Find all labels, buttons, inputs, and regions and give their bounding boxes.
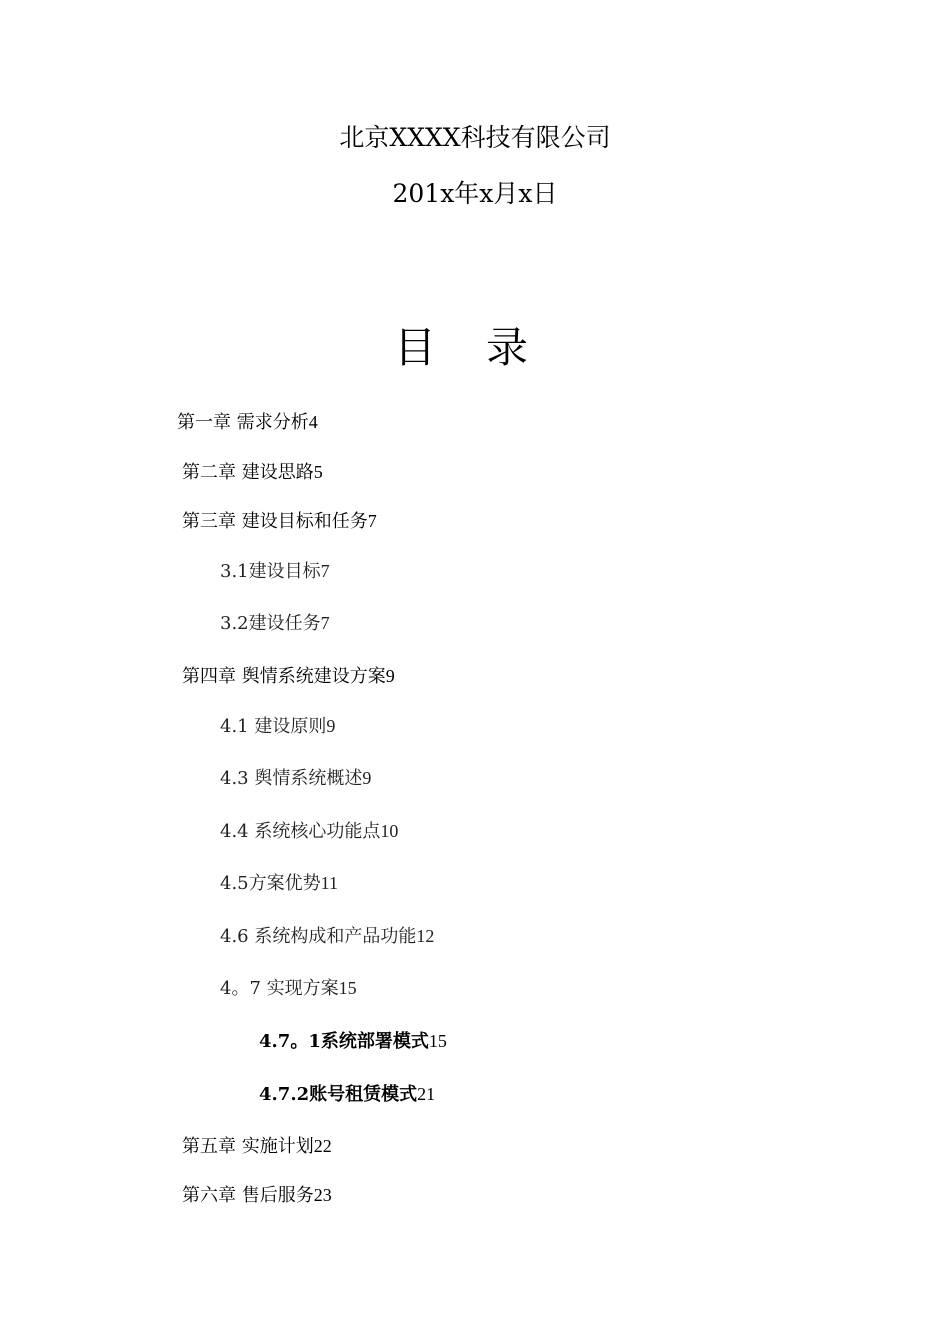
toc-entry-chapter-5[interactable] [182,1134,332,1159]
toc-entry-label: 第三章 建设目标和任务 [182,511,368,532]
toc-entry-section-4-5[interactable] [220,871,338,896]
toc-entry-page: 4 [308,412,318,432]
toc-entry-page: 9 [385,666,395,686]
company-name: 北京XXXX科技有限公司 [339,123,611,152]
toc-entry-section-4-3[interactable] [220,766,371,791]
toc-entry-page: 10 [380,821,399,841]
toc-entry-section-4-6[interactable] [220,924,434,949]
toc-entry-label: 4.3 舆情系统概述 [220,768,363,789]
toc-entry-section-3-2[interactable] [220,611,330,636]
toc-entry-section-4-7[interactable] [220,976,357,1001]
toc-entry-label: 4.7.2账号租赁模式 [259,1084,418,1105]
toc-title: 目录 [393,323,578,372]
toc-entry-page: 22 [313,1136,332,1156]
toc-entry-label: 第一章 需求分析 [177,412,309,433]
toc-entry-label: 4。7 实现方案 [220,978,339,999]
toc-entry-label: 4.7。1系统部署模式 [259,1031,429,1052]
toc-entry-page: 21 [417,1084,436,1104]
toc-entry-page: 15 [338,978,357,998]
toc-entry-section-3-1[interactable] [220,559,330,584]
toc-entry-page: 9 [362,768,372,788]
toc-entry-label: 第五章 实施计划 [182,1136,314,1157]
toc-entry-chapter-2[interactable] [182,460,323,485]
toc-entry-page: 7 [320,613,330,633]
toc-entry-chapter-4[interactable] [182,664,395,689]
toc-entry-section-4-4[interactable] [220,819,398,844]
toc-entry-page: 12 [416,926,435,946]
toc-entry-section-4-1[interactable] [220,714,335,739]
toc-entry-chapter-1[interactable] [177,410,318,435]
toc-entry-page: 9 [326,716,336,736]
toc-entry-label: 4.4 系统核心功能点 [220,821,381,842]
toc-entry-page: 7 [320,561,330,581]
toc-entry-section-4-7-2[interactable] [259,1082,435,1107]
toc-entry-page: 23 [313,1185,332,1205]
toc-entry-chapter-6[interactable] [182,1183,332,1208]
toc-entry-page: 11 [320,873,338,893]
toc-entry-label: 4.6 系统构成和产品功能 [220,926,417,947]
document-date: 201x年x月x日 [392,179,558,208]
toc-entry-label: 第六章 售后服务 [182,1185,314,1206]
toc-entry-label: 3.1建设目标 [220,561,321,582]
toc-entry-chapter-3[interactable] [182,509,377,534]
toc-entry-section-4-7-1[interactable] [259,1029,447,1054]
toc-entry-label: 第四章 舆情系统建设方案 [182,666,386,687]
toc-entry-label: 3.2建设任务 [220,613,321,634]
toc-entry-label: 4.5方案优势 [220,873,321,894]
toc-entry-page: 7 [367,511,377,531]
toc-entry-label: 第二章 建设思路 [182,462,314,483]
toc-entry-page: 5 [313,462,323,482]
toc-entry-page: 15 [428,1031,447,1051]
toc-entry-label: 4.1 建设原则 [220,716,327,737]
